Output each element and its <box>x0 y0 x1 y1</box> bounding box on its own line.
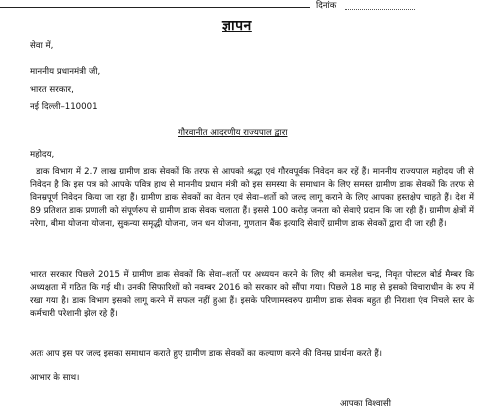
salutation: महोदय, <box>30 150 55 160</box>
document-title: ज्ञापन <box>222 18 252 34</box>
top-rule <box>0 0 310 8</box>
address-line-1: सेवा में, <box>30 41 54 51</box>
body-paragraph-1: डाक विभाग में 2.7 लाख ग्रामीण डाक सेवकों कि तरफ से आपको श्रद्धा एवं गौरवपूर्वक निवेदन कर रहें हैं। माननीय राज्यपाल महोदय जी से निवेदन है कि इस पत्र को आपके पवित्र हाथ से माननीय प्रधान मंत्री को इस समस्या के समाधान के लिए समस्त ग्रामीण डाक सेवकों कि तरफ से विनम्रपूर्ण निवेदन किया जा रहा हैं। ग्रामीण डाक सेवकों का वेतन एवं सेवा–शर्तो को जल्द लागू कराने के लिए आपका हस्तक्षेप चाहते हैं। देश में 89 प्रतिशत डाक प्रणाली को संपूर्णरुप से ग्रामीण डाक सेवक चलाता हैं। इससे 100 करोड़ जनता को सेवाऐ प्रदान कि जा रही हैं। ग्रामीण क्षेत्रों में नरेगा, बीमा योजना योजना, सुकन्या समृद्धी योजना, जन धन योजना, गुणतान बैंक इत्यादि सेवाऐं ग्रामीण डाक सेवकों द्वारा दी जा रही हैं। <box>30 167 474 229</box>
address-line-4: नई दिल्ली–110001 <box>30 102 98 112</box>
address-line-3: भारत सरकार, <box>30 85 74 95</box>
body-paragraph-3: अतः आप इस पर जल्द इसका समाधान कराते हुए ग्रामीण डाक सेवकों का कल्याण करने की विनम्र प्रार्थना करते हैं। <box>30 349 383 359</box>
body-paragraph-2: भारत सरकार पिछले 2015 में ग्रामीण डाक सेवकों कि सेवा–शर्तो पर अध्ययन करने के लिए श्री कमलेश चन्द्र, निवृत पोस्टल बोर्ड मैम्बर कि अध्यक्षता में गठित कि गई थी। उनकी सिफारिशों को नवम्बर 2016 को सरकार को सौंपा गया। पिछले 18 माह से इसको विचाराधीन के रुप में रखा गया है। डाक विभाग इसको लागू करने में सफल नहीं हुआ हैं। इसके परिणामस्वरुप ग्रामीण डाक सेवक बहुत ही निराशा एंव निचले स्तर के कर्मचारी परेशानी झेल रहे हैं। <box>30 270 474 319</box>
signature-line: आपका विश्वासी <box>340 399 391 409</box>
closing-line: आभार के साथ। <box>30 373 80 383</box>
subject-line: गौरवानीत आदरणीय राज्यपाल द्वारा <box>178 128 288 138</box>
address-line-2: माननीय प्रधानमंत्री जी, <box>30 67 101 77</box>
date-blank-line <box>345 9 415 10</box>
date-label: दिनांक <box>316 1 337 11</box>
